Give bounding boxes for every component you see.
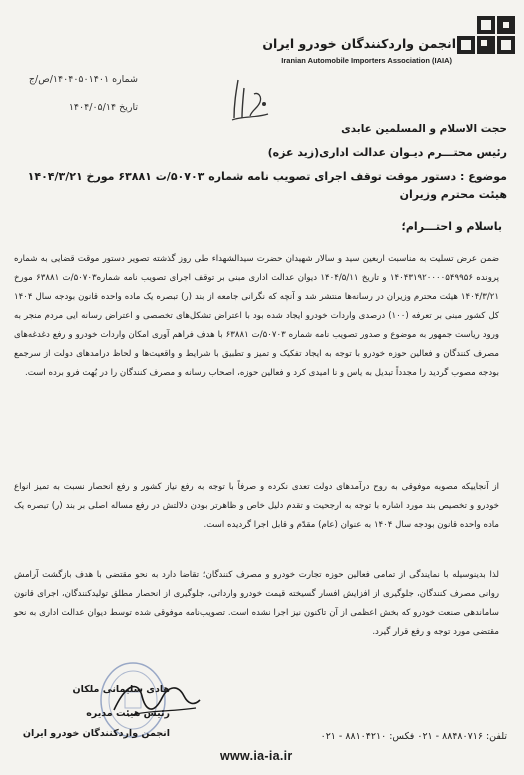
basmeh-calligraphy-icon xyxy=(228,74,272,124)
subject-line-2: هیئت محترم وزیران xyxy=(399,188,507,201)
signatory-title: رئیس هیئت مدیره xyxy=(86,708,170,719)
signatory-name: هادی سلیمانی ملکان xyxy=(72,684,170,695)
org-name-fa: انجمن واردکنندگان خودرو ایران xyxy=(262,36,456,51)
body-paragraph-1: ضمن عرض تسلیت به مناسبت اربعین سید و سالار شهیدان حضرت سیدالشهداء طی روز گذشته تصویر دستور موقت قضایی به شماره پرونده ۱۴۰۴۳۱۹۲۰۰۰۰۵۴۹۹۵۶ و تاریخ ۱۴۰۴/۵/۱۱ دیوان عدالت اداری مبنی بر توقف اجرای تصویب نامه شماره۵۰۷۰۳/ت ۶۳۸۸۱ مورخ ۱۴۰۴/۳/۲۱ هیئت محترم وزیران در رسانه‌ها منتشر شد و آنچه که نگرانی جامعه از بند (ر) تبصره یک ماده واحده قانون بودجه سال ۱۴۰۴ کل کشور مبنی بر تعرفه (۱۰۰) درصدی واردات خودرو ایجاد شده بود با اعتراض تشکل‌های تخصصی و اعتراض رسانه ایی مردم منجر به ورود ریاست جمهور به موضوع و صدور تصویب نامه شماره ۵۰۷۰۳/ت ۶۳۸۸۱ با هدف فراهم آوری امکان واردات خودرو و رفع دغدغه‌های مصرف کنندگان و فعالین حوزه خودرو با توجه به ایجاد تفکیک و تمیز و تطبیق با شرایط و واقعیت‌ها و لحاظ درامدهای دولت از سرجمع بودجه مصوب گردید را مجدداً تبدیل به یاس و نا امیدی کرد و فعالین حوزه، اصحاب رسانه و مصرف کنندگان را در بُهت فرو برده است. xyxy=(14,254,500,378)
letter-number: شماره ۱۴۰۴۰۵۰۱۴۰۱/ص/ج xyxy=(28,74,138,85)
footer-website[interactable]: www.ia-ia.ir xyxy=(220,749,293,763)
footer-contact: تلفن: ۸۸۴۸۰۷۱۶ - ۰۲۱ فکس: ۸۸۱۰۴۲۱۰ - ۰۲۱ xyxy=(320,731,507,742)
body-paragraph-2: از آنجاییکه مصوبه موفوقی به روح درآمدهای دولت تعدی نکرده و صرفاً با توجه به رفع نیاز کشور و رفع انحصار نسبت به تمیز انواع خودرو و تخصیص بند مورد اشاره با توجه به ارجحیت و تقدم دلیل خاص و ظاهرتر بودن دلالتش در رفع مساله اصلی بر بند (ر) تبصره یک ماده واحده قانون بودجه سال ۱۴۰۴ به عنوان (عام) مقدّم و قابل اجرا گردیده است. xyxy=(14,482,499,530)
association-logo xyxy=(455,10,517,56)
subject-line-1: موضوع : دستور موقت توقف اجرای تصویب نامه شماره ۵۰۷۰۳/ت ۶۳۸۸۱ مورخ ۱۴۰۴/۳/۲۱ xyxy=(27,170,507,183)
org-name-en: Iranian Automobile Importers Association (IAIA) xyxy=(281,56,452,65)
salutation: حجت الاسلام و المسلمین عابدی xyxy=(341,123,507,135)
greeting: باسلام و احتـــرام؛ xyxy=(401,220,502,233)
body-paragraph-3: لذا بدینوسیله با نمایندگی از تمامی فعالین حوزه تجارت خودرو و مصرف کنندگان؛ تقاضا دارد به نحو مقتضی با هدف بازگشت آرامش روانی مصرف کنندگان، جلوگیری از افزایش افسار گسیخته قیمت خودرو وارداتی، جلوگیری از انحصار مطلق تولیدکنندگان، اجرای قانون ساماندهی صنعت خودرو که بخش اعظمی از آن تاکنون نیز اجرا نشده است. تصویب‌نامه موفوقی شده توسط دیوان عدالت اداری به نحو مقتضی مورد توجه و رفع قرار گیرد. xyxy=(14,570,499,637)
signatory-organization: انجمن واردکنندگان خودرو ایران xyxy=(22,728,170,739)
subject xyxy=(20,168,507,204)
recipient: رئیس محتـــرم دیـوان عدالت اداری(زید عزه) xyxy=(267,146,507,159)
letter-date: تاریخ ۱۴۰۴/۰۵/۱۴ xyxy=(68,102,138,113)
